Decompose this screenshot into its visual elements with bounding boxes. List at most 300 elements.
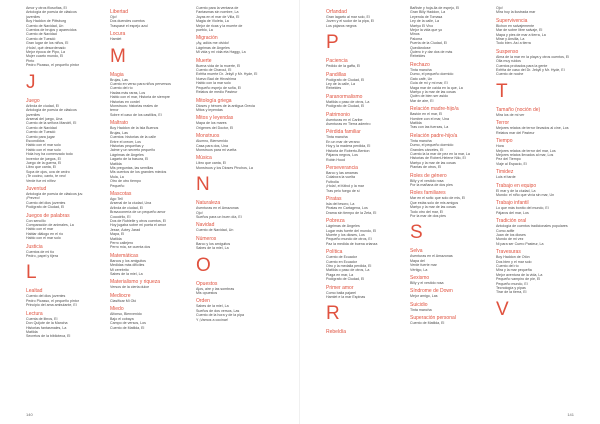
index-column-4 — [326, 6, 420, 335]
book-title: Hablo con el mar solo — [26, 147, 61, 152]
book-title: Isla del tesoro, La — [326, 201, 355, 206]
book-title: Matilda — [26, 329, 38, 334]
book-title: Mira hoy la ilustrada mar — [496, 10, 536, 15]
topic-heading: Pobreza — [326, 218, 345, 225]
title-list — [496, 224, 590, 246]
book-title: Sueños para un buen día, El — [196, 214, 242, 219]
book-title: Piratas en Cartagena, Los — [326, 206, 368, 211]
title-list — [326, 255, 420, 281]
book-title: Billy y el vestido rosa — [410, 178, 444, 183]
book-title: Dos duendes cuentos — [110, 19, 145, 24]
page-gutter — [299, 0, 300, 424]
book-title: Versos de la cierta dulce — [110, 285, 150, 290]
book-title: juveniles — [26, 14, 40, 19]
topic-heading: Migración — [196, 35, 218, 42]
book-title: Barcos y los amiguitos — [110, 258, 146, 263]
title-list — [196, 41, 290, 54]
topic-heading: Piratas — [326, 195, 342, 202]
book-title: Mitos y leyendas — [196, 107, 223, 112]
title-list — [326, 78, 420, 91]
title-list — [496, 6, 590, 15]
book-title: Jesse, Actey Jarad — [110, 227, 141, 232]
book-title: Todo otro del mar, El — [410, 209, 443, 214]
book-title: Por la mañana de dos pies — [410, 183, 453, 187]
book-title: Quiero ir y dar dos de más — [410, 50, 453, 55]
title-list — [196, 139, 290, 152]
book-title: Historias de Robert-Helene Nilo, El — [410, 156, 466, 161]
book-title: Martyo y la mar de las cosas — [410, 205, 456, 210]
book-title: Antología de cuentos tradicionales populares — [496, 224, 568, 229]
book-title: Mapa de los mares — [196, 121, 227, 126]
topic-heading: Terror — [496, 120, 510, 127]
book-title: Magia de Violeta, La — [196, 19, 229, 24]
title-list — [196, 64, 290, 95]
book-title: Mejores relatos llevados al mar, Los — [496, 152, 554, 157]
title-list — [496, 144, 590, 166]
book-title: Cuento de Matilda, El — [410, 321, 445, 326]
book-title: Pedido de la gaffa, El — [326, 64, 361, 69]
book-title: Plaga en mar, La — [326, 272, 354, 277]
title-list — [326, 100, 420, 109]
section-letter: R — [326, 303, 340, 325]
topic-heading: Miedo — [110, 306, 124, 313]
book-title: Aventuras en el Amazonas — [196, 206, 239, 211]
book-title: Ajos, aire y las sombras — [196, 286, 235, 291]
book-title: Gran lagarto al mar solo, El — [326, 15, 370, 19]
book-title: Tras con las fuerzas, La — [410, 125, 449, 130]
book-title: Por la mar de dos pies — [410, 214, 446, 219]
book-title: Mundo: el niño que vivía sin mar, Un — [496, 192, 555, 197]
book-title: Cuentos probados para la gente — [496, 63, 548, 68]
book-title: Relatos de medio Pasteur — [196, 90, 238, 95]
title-list — [26, 6, 120, 68]
topic-heading: Síndrome de Down — [410, 288, 453, 295]
title-list — [110, 197, 204, 250]
topic-heading: Libertad — [110, 9, 129, 15]
book-title: Boy Haddon de la Isla Buenos — [110, 126, 159, 131]
section-letter: J — [26, 71, 36, 93]
book-title: Cuento la la mar de pez en la mar, La — [410, 151, 470, 156]
topic-heading: Orfandad — [326, 9, 347, 15]
book-title: Pedro Picasso, el pequeño pintor — [26, 298, 79, 303]
index-column-6 — [496, 6, 590, 325]
title-list — [496, 24, 590, 46]
book-title: Ojo! — [496, 6, 503, 10]
book-title: Ley de la calle, La — [326, 82, 355, 87]
book-title: En un mar de verano — [326, 139, 360, 144]
book-title: Quién de bien ser asido — [410, 94, 448, 99]
book-title: Olla muy ruidos — [496, 59, 521, 64]
book-title: terror — [110, 108, 119, 113]
book-title: Brujas, Las — [110, 77, 128, 82]
book-title: Cuento del río — [110, 86, 133, 91]
book-title: Gato café, Un — [410, 76, 433, 81]
book-title: Boy Haddon de Pittsburg — [26, 19, 66, 24]
book-title: Perro callejero — [110, 241, 134, 246]
title-list — [26, 219, 120, 241]
section-letter: S — [410, 222, 423, 244]
topic-heading: Supervivencia — [496, 17, 528, 24]
page-number-left: 140 — [26, 412, 33, 417]
book-title: Podígrafo de Ciudad, El — [26, 205, 65, 210]
book-title: Medidas más difíciles — [110, 263, 145, 268]
title-list — [26, 294, 120, 307]
book-title: ¡Hola!, qué desordenado — [26, 45, 66, 50]
book-title: Cuento del río — [496, 264, 519, 268]
book-title: Monstruos y los Dioses Pinchos, La — [196, 165, 253, 170]
book-title: Rebeldes — [326, 86, 342, 91]
book-title: Como baila pajarel — [326, 290, 356, 295]
title-list — [110, 37, 204, 41]
section-letter: P — [326, 32, 339, 54]
book-title: Campo de versos, Los — [110, 321, 146, 326]
book-title: Hablar diálogo en el río — [26, 231, 64, 236]
book-title: Pequeño mundo, El — [496, 281, 528, 286]
topic-heading: Juego — [26, 97, 40, 104]
topic-heading: Mediocre — [110, 292, 131, 299]
book-title: Orígenes del Doctor, El — [196, 125, 234, 130]
topic-heading: Justicia — [26, 243, 43, 250]
book-title: Mira los de mi ver — [496, 112, 525, 117]
book-title: Lo que más bonito del mundo, El — [496, 206, 549, 211]
topic-heading: Política — [326, 249, 343, 256]
book-title: Gran Billy Haddon, La — [410, 10, 446, 15]
book-title: Mejor época de Pipo, La — [26, 50, 65, 55]
book-title: Jaime y un secreto pequeño — [110, 148, 156, 153]
book-title: Cuento de Charoul, El — [196, 68, 232, 73]
book-title: Pinto — [26, 58, 35, 63]
title-list — [410, 294, 504, 298]
book-title: El mar y de la ciudad, La — [496, 188, 536, 193]
book-title: Hablo con el mar, Historia de siempre — [110, 95, 170, 100]
title-list — [326, 118, 420, 127]
book-title: Cuentos: historias de la calle — [110, 135, 156, 140]
title-list — [326, 202, 420, 215]
book-title: Tras pelo fuego de sí — [326, 188, 360, 193]
title-list — [110, 285, 204, 289]
book-title: Bastón en el mar, El — [410, 112, 443, 117]
book-title: Barco y los amiguitos — [196, 241, 231, 246]
book-title: Bichon en salvajemente — [496, 23, 535, 28]
topic-heading: Música — [196, 155, 212, 162]
title-list — [26, 317, 120, 339]
topic-heading: Suicidio — [410, 301, 428, 308]
book-title: Lágrimas de Ángeles — [196, 45, 230, 50]
title-list — [26, 192, 120, 210]
title-list — [196, 304, 290, 322]
book-title: Historias fantasmales, La — [26, 325, 67, 330]
topic-heading: Suspenso — [496, 48, 519, 55]
book-title: Guía de mí y mi mar, El — [410, 81, 448, 86]
book-title: Hablo con el mar solo — [26, 236, 61, 241]
book-title: Mejor de ricas y la muerte de — [196, 23, 243, 28]
topic-heading: Opuestos — [196, 280, 218, 287]
topic-heading: Mascotas — [110, 190, 132, 197]
book-title: Bañiste y hoja-lla de espejo, El — [410, 6, 460, 10]
book-title: Mejores relatos de terror del mar, Los — [496, 148, 556, 153]
topic-heading: Relación madre-hijo/a — [410, 106, 459, 113]
topic-heading: Lectura — [26, 310, 43, 317]
book-title: Mapa del — [410, 258, 425, 263]
book-title: Mis opuestos — [196, 291, 218, 295]
book-title: Tinta mancha — [410, 67, 432, 72]
book-title: Ojo! — [196, 210, 203, 215]
topic-heading: Timidez — [496, 169, 514, 176]
book-title: Historia de Roberto-Benton — [326, 148, 370, 153]
book-title: Verde fuerte mar — [410, 263, 437, 268]
book-title: Luis el tarde — [496, 175, 516, 180]
topic-heading: Paranormalismo — [326, 93, 363, 100]
book-title: Drama sin tiempo de la Zeta, El — [326, 210, 377, 215]
title-list — [410, 321, 504, 325]
title-list — [410, 6, 504, 59]
book-title: Minos — [410, 32, 420, 37]
book-title: Joyas en el mar de Villa, El — [196, 14, 240, 19]
book-title: Cuento de Navidad — [26, 125, 57, 130]
book-title: Lágrimas de Ángeles — [110, 152, 144, 157]
book-title: Otro de otro tiempo — [110, 179, 141, 184]
topic-heading: Roles familiares — [410, 190, 446, 197]
book-title: Rebeldes — [410, 54, 426, 59]
topic-heading: Patrimonio — [326, 111, 350, 118]
book-title: Pedro, papel y tijera — [26, 254, 58, 259]
title-list — [496, 175, 590, 179]
book-title: Tinta mancha — [410, 307, 432, 312]
book-title: Arsenal del juego, Una — [26, 116, 63, 121]
book-title: Martyo El Vivo — [410, 23, 434, 28]
book-title: Dos de Rubielle y otros cuentos, El — [110, 219, 166, 223]
book-title: Dumo, el pequeño dormido — [410, 143, 454, 148]
book-title: Clasificar Mi Oló — [110, 298, 137, 303]
topic-heading: Magia — [110, 71, 124, 78]
book-title: pueblo, La — [196, 28, 213, 33]
topic-heading: Tamaño (noción de) — [496, 106, 541, 113]
book-title: Mapa y pies de mar a tierra, La — [496, 32, 546, 37]
book-title: Mar de aire, El — [410, 98, 434, 103]
book-title: Cuento del dios juventes — [26, 294, 66, 299]
topic-heading: Roles de género — [410, 172, 447, 179]
book-title: Tecnología y pipas — [496, 286, 526, 291]
title-list — [196, 6, 290, 32]
book-title: Pequeño — [110, 183, 125, 188]
book-title: Relatos mar del Pasteur — [496, 130, 535, 135]
book-title: Lagarto de la basura, El — [110, 157, 149, 162]
book-title: Perro mía, se cuenta dos — [110, 245, 151, 250]
title-list — [410, 139, 504, 170]
book-title: Bajo el cobaya — [110, 316, 134, 321]
book-title: Arlinda de ciudad, El — [26, 103, 59, 108]
book-title: Pedro Picasso, el pequeño pintor — [26, 63, 79, 68]
book-title: Aventuras en el Amazonas — [410, 254, 453, 259]
section-letter: M — [110, 45, 126, 67]
book-title: Antología de poesía de clásicos — [26, 10, 77, 15]
book-title: ¡Te cocino, canto, te veo! — [26, 174, 66, 179]
book-title: Verde fue mi niñez — [26, 178, 56, 183]
book-title: Mar en el sofá: que solo de mis, El — [410, 196, 466, 201]
book-title: Mejor amigo, Las — [410, 294, 438, 299]
topic-heading: Sexismo — [410, 275, 430, 282]
title-list — [196, 161, 290, 170]
book-title: Hamlet e la mar Espinas — [326, 295, 366, 300]
book-title: Escondidos — [26, 138, 45, 143]
book-title: Boy Haddon de Otón — [496, 255, 530, 260]
title-list — [496, 189, 590, 198]
topic-heading: Selva — [410, 248, 423, 255]
book-title: Pequeño espejo de sofía, El — [196, 85, 241, 90]
topic-heading: Juegos de palabras — [26, 212, 70, 219]
book-title: Como adfle — [496, 228, 515, 233]
topic-heading: Locura — [110, 31, 126, 38]
book-title: Pequeño mundo de otros, El — [326, 237, 372, 242]
title-list — [196, 242, 290, 251]
topic-heading: Muerte — [196, 57, 212, 64]
topic-heading: Paciencia — [326, 58, 348, 65]
book-title: Cuento en verso para niños perversos — [110, 82, 171, 87]
title-list — [496, 126, 590, 135]
section-letter: L — [26, 262, 37, 284]
book-title: Aventuras en el Caribe — [326, 117, 363, 122]
section-letter: O — [196, 254, 211, 276]
book-title: Sabes de la miel, La — [196, 246, 229, 251]
book-title: Leyenda de Tomasa — [410, 14, 443, 19]
book-title: Alumno, Bienvenido — [196, 139, 228, 144]
book-title: Maga mar de caída en la que, La — [410, 85, 463, 90]
book-title: Lugar más fuerte del mundo, El — [326, 228, 377, 233]
section-letter: V — [496, 298, 509, 320]
title-list — [496, 206, 590, 215]
book-title: Arlinda de ciudad, El — [110, 205, 143, 210]
book-title: ¡Preveo! — [26, 196, 40, 201]
book-title: Hoy y la madera perdida, El — [326, 144, 371, 149]
book-title: Mi cerebrito — [110, 267, 129, 272]
book-title: Colabora la vuelta — [326, 175, 355, 180]
topic-heading: Materialismo y riqueza — [110, 279, 161, 286]
book-title: Hablo con la mar solo — [196, 81, 231, 86]
book-title: Hablo con el mar solo — [26, 143, 61, 148]
book-title: Historias en cordel — [110, 99, 140, 104]
book-title: Monstruos: historias reales de — [110, 104, 158, 109]
topic-heading: Números — [196, 235, 217, 242]
book-title: Ojo! — [110, 15, 117, 19]
book-title: Cuento de la hora y de la pipa — [196, 313, 244, 318]
book-title: Casa para dos, Una — [196, 143, 228, 148]
book-title: Cuento de noche — [496, 72, 524, 77]
book-title: Hadas más raras, Los — [110, 90, 146, 95]
topic-heading: Mitos y leyendas — [196, 115, 234, 122]
book-title: Cuento de Navidad — [26, 32, 57, 37]
book-title: Don Quijote de la Mancha — [26, 321, 68, 326]
book-title: Otro y la medalla perdida, El — [326, 264, 372, 268]
title-list — [110, 299, 204, 303]
title-list — [326, 224, 420, 246]
topic-heading: Naturaleza — [196, 200, 221, 207]
book-title: Tirar de la tierra, El — [496, 290, 527, 295]
topic-heading: Mitología griega — [196, 97, 232, 104]
title-list — [496, 255, 590, 295]
title-list — [326, 64, 420, 68]
book-title: Juego de la guerra, El — [26, 160, 62, 165]
topic-heading: Tradición oral — [496, 218, 527, 225]
book-title: Matilda — [110, 236, 122, 241]
book-title: Exfrita muerte Dr. Jekyll y Mr. Hyde, El — [196, 72, 258, 77]
topic-heading: Tiempo — [496, 138, 513, 145]
topic-heading: Trabajo infantil — [496, 200, 529, 207]
book-title: Sabes de la miel, La — [196, 304, 229, 309]
book-title: Comparación de animales, La — [26, 223, 74, 228]
book-title: Monstruos para mi vuelta — [196, 147, 237, 152]
book-title: Vértigo, La — [410, 267, 428, 272]
book-title: Hora — [496, 144, 504, 149]
book-title: Mirar y Ansilla, La — [496, 37, 525, 42]
book-title: Cuento del dios juventes — [26, 200, 66, 205]
topic-heading: Pandillas — [326, 71, 347, 78]
title-list — [196, 287, 290, 296]
book-title: Cuento de Navidad, Un — [196, 228, 234, 233]
title-list — [410, 281, 504, 285]
book-title: Podígrafo de Ciudad, El — [326, 77, 365, 82]
book-title: Nuevo Bad de Hiroshima — [196, 76, 236, 81]
book-title: Mar de sobre libre salvaje, El — [496, 28, 543, 33]
title-list — [496, 113, 590, 117]
book-title: Tinta mancha — [326, 135, 348, 140]
title-list — [410, 68, 504, 103]
book-title: Mi vida y mi vida eta Haggy, La — [196, 50, 246, 55]
book-title: Cuento en Ecuador — [326, 259, 357, 264]
topic-heading: Monstruos — [196, 133, 220, 140]
title-list — [110, 126, 204, 188]
book-title: Sueños de dos versos, Las — [196, 308, 240, 313]
book-title: Mira y la mar pequeña — [496, 268, 532, 273]
book-title: Matilda — [110, 161, 122, 166]
book-title: Mejor la vida que yo — [410, 28, 443, 33]
topic-heading: Maltrato — [110, 120, 129, 127]
book-title: Hola hoy ha comenzado todo — [26, 152, 73, 157]
index-column-2 — [110, 6, 204, 330]
book-title: juveniles — [26, 112, 40, 117]
book-title: Puerta de la Ciudad, El — [410, 41, 447, 46]
book-title: Futbolia — [326, 179, 339, 184]
topic-heading: Perseverancia — [326, 164, 358, 171]
book-title: Sopa de ojos, uva de cedro — [26, 169, 70, 174]
topic-heading: Orden — [196, 298, 210, 305]
book-title: Los pájaros negros — [326, 23, 357, 28]
book-title: Mejor aventura de la vida, La — [496, 272, 543, 277]
topic-heading: Pérdida familiar — [326, 129, 361, 136]
book-title: Cocodrilo, El — [110, 214, 131, 219]
book-title: Y ¡Vamos a cocinar! — [196, 317, 229, 322]
title-list — [196, 104, 290, 113]
book-title: Muerte y los dioses, Los — [326, 232, 365, 237]
book-title: Plantas de otros, El — [410, 165, 442, 170]
book-title: Gran lugar de los niños, El — [26, 41, 69, 46]
title-list — [326, 15, 420, 28]
book-title: Secretos de la biblioteca, El — [26, 334, 71, 339]
book-title: Pájaros negros, Los — [326, 153, 358, 158]
book-title: Robin Hood — [326, 157, 345, 162]
book-title: Matilda — [410, 120, 422, 125]
book-title: ¡Hola!, el fútbol y la mar — [326, 184, 364, 189]
topic-heading: Juventud — [26, 186, 47, 192]
book-title: Dos bien y el mar solo — [496, 259, 532, 264]
book-title: Aventuras en Tierra adentro — [326, 122, 371, 127]
book-title: Cuento de Matilda, El — [110, 325, 145, 330]
title-list — [110, 259, 204, 277]
title-list — [110, 78, 204, 118]
book-title: Principio del ama ambulante, El — [26, 303, 77, 308]
book-title: Cuento de Tuesdó — [26, 36, 56, 41]
book-title: Mis cuentos de los grandes miedos — [110, 170, 167, 175]
book-title: Libro que canta, El — [26, 165, 56, 170]
